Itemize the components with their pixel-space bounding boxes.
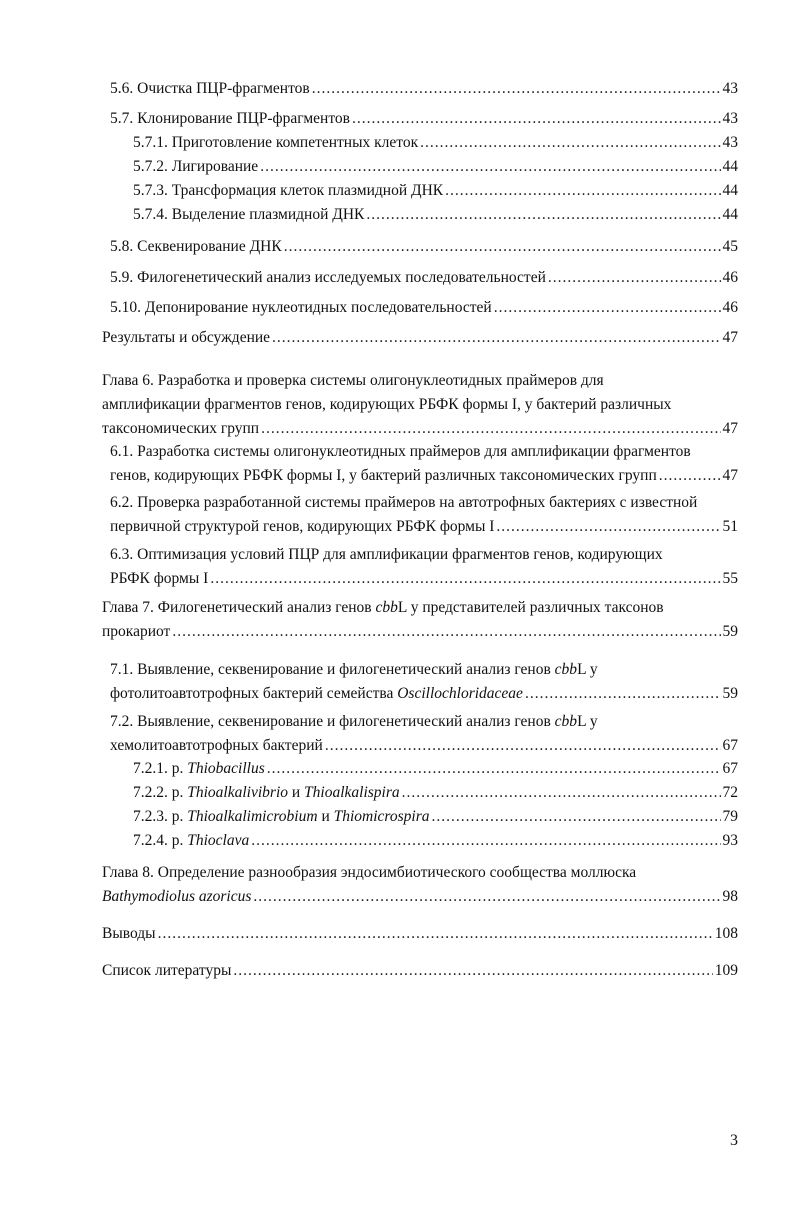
gene-name: cbb: [375, 599, 398, 616]
taxon-name: Thioalkalivibrio: [187, 784, 288, 801]
toc-entry-label: 5.7.2. Лигирование: [133, 158, 259, 175]
dot-leader: [659, 464, 721, 488]
dot-leader: [496, 515, 720, 539]
toc-entry-page: 43: [722, 80, 738, 97]
toc-entry-7-1[interactable]: [110, 658, 738, 706]
toc-entry-page: 46: [722, 299, 738, 316]
toc-entry-page: 67: [722, 760, 738, 777]
toc-entry-label: таксономических групп: [102, 420, 260, 437]
toc-entry-7-2-4[interactable]: [133, 829, 738, 853]
toc-entry-label: Результаты и обсуждение: [102, 329, 271, 346]
toc-entry-5-6[interactable]: [110, 77, 738, 101]
page-number: 3: [730, 1132, 738, 1149]
dot-leader: [445, 179, 720, 203]
dot-leader: [210, 567, 720, 591]
toc-entry-page: 43: [722, 110, 738, 127]
dot-leader: [366, 203, 720, 227]
dot-leader: [432, 805, 721, 829]
taxon-name: Bathymodiolus azoricus: [102, 888, 252, 905]
taxon-name: Thioclava: [187, 832, 250, 849]
toc-entry-line: 7.2. Выявление, секвенирование и филогенетический анализ генов cbbL у: [110, 713, 598, 730]
dot-leader: [253, 885, 720, 909]
toc-entry-page: 59: [722, 623, 738, 640]
toc-entry-5-7-2[interactable]: [133, 155, 738, 179]
toc-entry-label: генов, кодирующих РБФК формы I, у бактерий различных таксономических групп: [110, 467, 657, 484]
toc-entry-line: амплификации фрагментов генов, кодирующих РБФК формы I, у бактерий различных: [102, 396, 672, 413]
toc-entry-page: 59: [722, 685, 738, 702]
taxon-name: Thioalkalimicrobium: [187, 808, 318, 825]
taxon-name: Thiomicrospira: [333, 808, 430, 825]
toc-entry-6-1[interactable]: [110, 440, 738, 488]
toc-entry-page: 47: [722, 467, 738, 484]
taxon-name: Thiobacillus: [187, 760, 265, 777]
toc-entry-label: Выводы: [102, 925, 156, 942]
dot-leader: [420, 131, 720, 155]
taxon-name: Oscillochloridaceae: [397, 685, 523, 702]
toc-entry-label: [102, 885, 251, 909]
toc-entry-line: 6.1. Разработка системы олигонуклеотидных праймеров для амплификации фрагментов: [110, 443, 691, 460]
toc-entry-chapter-7[interactable]: [102, 596, 738, 644]
toc-entry-label: 5.6. Очистка ПЦР-фрагментов: [110, 80, 310, 97]
toc-entry-5-10[interactable]: [110, 296, 738, 320]
toc-entry-page: 55: [722, 570, 738, 587]
toc-entry-chapter-6[interactable]: [102, 369, 738, 441]
toc-entry-label: 5.10. Депонирование нуклеотидных последовательностей: [110, 299, 492, 316]
toc-entry-label: РБФК формы I: [110, 570, 209, 587]
toc-entry-page: 51: [722, 518, 738, 535]
toc-entry-label: хемолитоавтотрофных бактерий: [110, 737, 323, 754]
toc-entry-page: 47: [722, 420, 738, 437]
toc-entry-5-7-3[interactable]: [133, 179, 738, 203]
toc-entry-label: 5.7. Клонирование ПЦР-фрагментов: [110, 110, 350, 127]
dot-leader: [548, 266, 721, 290]
toc-entry-label: 7.2.1. р. Thiobacillus: [133, 760, 265, 777]
toc-entry-page: 44: [722, 182, 738, 199]
dot-leader: [352, 107, 721, 131]
dot-leader: [402, 781, 721, 805]
toc-entry-line: Глава 7. Филогенетический анализ генов cbbL у представителей различных таксонов: [102, 599, 664, 616]
toc-entry-label: фотолитоавтотрофных бактерий семейства Oscillochloridaceae: [110, 685, 523, 702]
toc-entry-page: 44: [722, 206, 738, 223]
dot-leader: [284, 235, 721, 259]
toc-entry-label: 5.7.1. Приготовление компетентных клеток: [133, 134, 419, 151]
toc-entry-line: Глава 6. Разработка и проверка системы олигонуклеотидных праймеров для: [102, 372, 604, 389]
toc-entry-5-8[interactable]: [110, 235, 738, 259]
toc-entry-label: 5.9. Филогенетический анализ исследуемых последовательностей: [110, 269, 546, 286]
toc-entry-page: 44: [722, 158, 738, 175]
toc-entry-page: 47: [722, 329, 738, 346]
toc-entry-5-7-1[interactable]: [133, 131, 738, 155]
toc-entry-page: 72: [722, 784, 738, 801]
toc-entry-label: 7.2.3. р. Thioalkalimicrobium и Thiomicrospira: [133, 808, 430, 825]
toc-entry-7-2[interactable]: [110, 710, 738, 758]
dot-leader: [494, 296, 721, 320]
toc-entry-7-2-2[interactable]: [133, 781, 738, 805]
toc-entry-page: 46: [722, 269, 738, 286]
toc-entry-results[interactable]: [102, 326, 738, 350]
toc-entry-conclusions[interactable]: [102, 922, 738, 946]
toc-entry-label: Список литературы: [102, 962, 232, 979]
toc-entry-page: 109: [714, 962, 738, 979]
toc-entry-label: 7.2.4. р. Thioclava: [133, 832, 250, 849]
toc-entry-label: прокариот: [102, 623, 171, 640]
toc-entry-line: 6.3. Оптимизация условий ПЦР для амплификации фрагментов генов, кодирующих: [110, 546, 663, 563]
toc-entry-line: 6.2. Проверка разработанной системы праймеров на автотрофных бактериях с известной: [110, 494, 698, 511]
toc-entry-page: 45: [722, 238, 738, 255]
toc-entry-chapter-8[interactable]: [102, 861, 738, 909]
toc-entry-label: 5.7.4. Выделение плазмидной ДНК: [133, 206, 365, 223]
toc-entry-label: 7.2.2. р. Thioalkalivibrio и Thioalkalispira: [133, 784, 400, 801]
toc-entry-7-2-1[interactable]: [133, 757, 738, 781]
toc-entry-label: 5.8. Секвенирование ДНК: [110, 238, 282, 255]
dot-leader: [261, 417, 720, 441]
dot-leader: [325, 734, 721, 758]
toc-entry-page: 79: [722, 808, 738, 825]
toc-entry-references[interactable]: [102, 959, 738, 983]
dot-leader: [267, 757, 721, 781]
dot-leader: [233, 959, 712, 983]
toc-entry-5-7[interactable]: [110, 107, 738, 131]
toc-entry-5-7-4[interactable]: [133, 203, 738, 227]
dot-leader: [260, 155, 720, 179]
toc-entry-6-2[interactable]: [110, 491, 738, 539]
toc-entry-page: 93: [722, 832, 738, 849]
toc-entry-5-9[interactable]: [110, 266, 738, 290]
toc-entry-line: Глава 8. Определение разнообразия эндосимбиотического сообщества моллюска: [102, 864, 637, 881]
dot-leader: [525, 682, 721, 706]
toc-entry-line: 7.1. Выявление, секвенирование и филогенетический анализ генов cbbL у: [110, 661, 598, 678]
dot-leader: [158, 922, 713, 946]
toc-entry-page: 43: [722, 134, 738, 151]
gene-name: cbb: [554, 713, 578, 730]
dot-leader: [272, 326, 720, 350]
toc-entry-page: 98: [722, 888, 738, 905]
gene-name: cbb: [554, 661, 578, 678]
toc-entry-label: 5.7.3. Трансформация клеток плазмидной ДНК: [133, 182, 444, 199]
toc-entry-label: первичной структурой генов, кодирующих РБФК формы I: [110, 518, 495, 535]
dot-leader: [312, 77, 721, 101]
toc-entry-6-3[interactable]: [110, 543, 738, 591]
dot-leader: [251, 829, 720, 853]
toc-entry-7-2-3[interactable]: [133, 805, 738, 829]
toc-entry-page: 67: [722, 737, 738, 754]
toc-entry-page: 108: [714, 925, 738, 942]
dot-leader: [172, 620, 720, 644]
taxon-name: Thioalkalispira: [304, 784, 400, 801]
